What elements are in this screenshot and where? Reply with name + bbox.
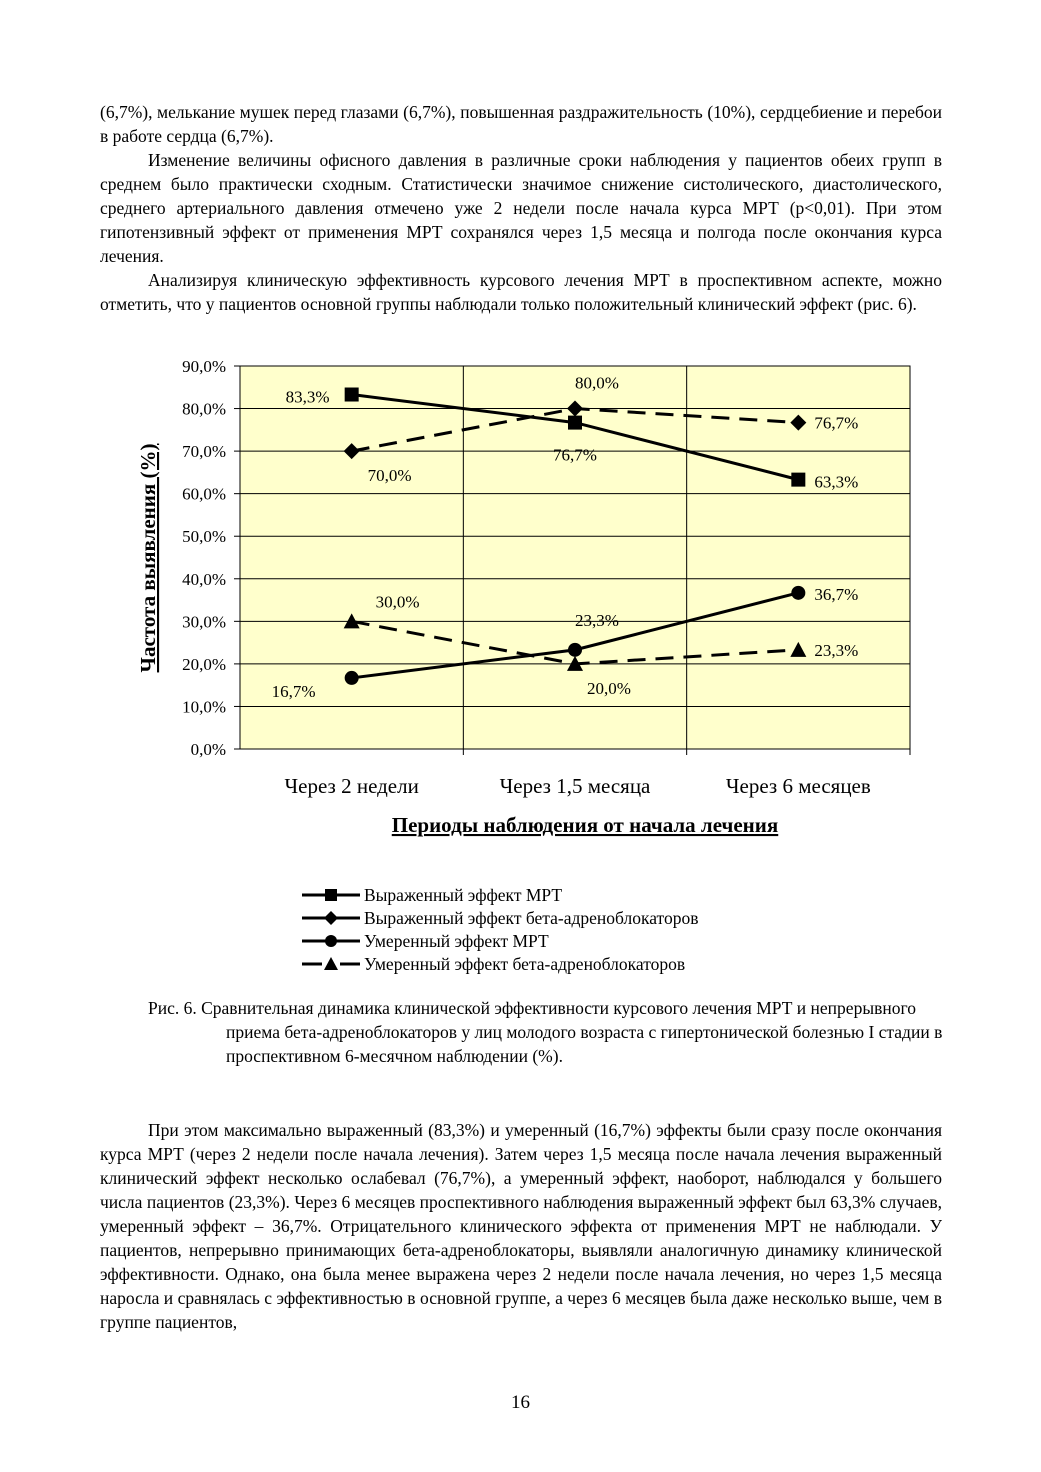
data-point-circle [568,643,582,657]
data-point-square [568,416,582,430]
paragraph-3: Анализируя клиническую эффективность курсового лечения МРТ в проспективном аспекте, можно отметить, что у пациентов основной группы наблюдали только положительный клинический эффект (рис. 6). [100,270,942,314]
data-label: 70,0% [367,466,412,486]
page-number: 16 [511,1392,530,1413]
figure-caption: Рис. 6. Сравнительная динамика клинической эффективности курсового лечения МРТ и непрерывного приема бета-адреноблокаторов у лиц молодого возраста с гипертонической болезнью I стадии в проспективном 6-месячном наблюдении (%). [148,998,943,1066]
data-label: 30,0% [375,592,420,612]
y-tick-label: 90,0% [182,357,226,376]
x-tick-label: Через 1,5 месяца [499,774,651,798]
data-label: 83,3% [285,387,330,407]
y-tick-label: 10,0% [182,697,226,717]
data-label: 20,0% [587,678,631,698]
data-point-square [791,473,805,487]
data-label: 80,0% [575,373,619,393]
paragraph-2: Изменение величины офисного давления в различные сроки наблюдения у пациентов обеих групп в среднем было практически сходным. Статистически значимое снижение систолического, диастолического, среднего артериального давления отмечено уже 2 недели после начала курса МРТ (p<0,01). При этом гипотензивный эффект от применения МРТ сохранялся через 1,5 месяца и полгода после окончания курса лечения. [100,150,942,266]
data-label: 76,7% [553,445,597,465]
data-label: 23,3% [814,640,859,660]
legend-label: Выраженный эффект МРТ [364,885,563,905]
y-tick-label: 70,0% [182,442,226,462]
y-tick-label: 30,0% [182,612,226,632]
y-tick-label: 0,0% [190,740,226,759]
y-axis-title: Частота выявления (%) [136,443,160,673]
x-axis-title: Периоды наблюдения от начала лечения [391,813,779,837]
legend-marker-circle-icon [300,932,362,950]
data-point-circle [345,671,359,685]
paragraph-4: При этом максимально выраженный (83,3%) и умеренный (16,7%) эффекты были сразу после окончания курса МРТ (через 2 недели после начала лечения). Затем через 1,5 месяца после начала лечения выраженный клинический эффект несколько ослабевал (76,7%), а умеренный эффект, наоборот, наблюдался у большего числа пациентов (23,3%). Через 6 месяцев проспективного наблюдения выраженный эффект был 63,3% случаев, умеренный эффект – 36,7%. Отрицательного клинического эффекта от применения МРТ не наблюдали. У пациентов, непрерывно принимающих бета-адреноблокаторы, выявляли аналогичную динамику клинической эффективности. Однако, она была менее выражена через 2 недели после начала лечения, но через 1,5 месяца наросла и сравнялась с эффективностью в основной группе, а через 6 месяцев была даже несколько выше, чем в группе пациентов, [100,1120,942,1332]
legend-marker-triangle-icon [300,955,362,973]
legend-marker-diamond-icon [300,909,362,927]
legend-marker-square-icon [300,886,362,904]
data-label: 16,7% [271,681,316,701]
paragraph-1: (6,7%), мелькание мушек перед глазами (6,7%), повышенная раздражительность (10%), сердцебиение и перебои в работе сердца (6,7%). [100,102,942,146]
data-label: 63,3% [814,472,859,492]
legend-label: Умеренный эффект бета-адреноблокаторов [364,954,686,974]
y-tick-label: 50,0% [182,527,226,547]
data-point-square [345,388,359,402]
data-label: 23,3% [575,610,619,630]
data-label: 36,7% [814,584,859,604]
legend-label: Выраженный эффект бета-адреноблокаторов [364,908,699,928]
legend-label: Умеренный эффект МРТ [364,931,549,951]
y-tick-label: 40,0% [182,569,226,589]
x-tick-label: Через 6 месяцев [725,774,871,798]
y-tick-label: 80,0% [182,399,226,419]
x-tick-label: Через 2 недели [284,774,419,798]
y-tick-label: 60,0% [182,484,226,504]
data-point-circle [791,586,805,600]
data-label: 76,7% [814,413,859,433]
y-tick-label: 20,0% [182,654,226,674]
